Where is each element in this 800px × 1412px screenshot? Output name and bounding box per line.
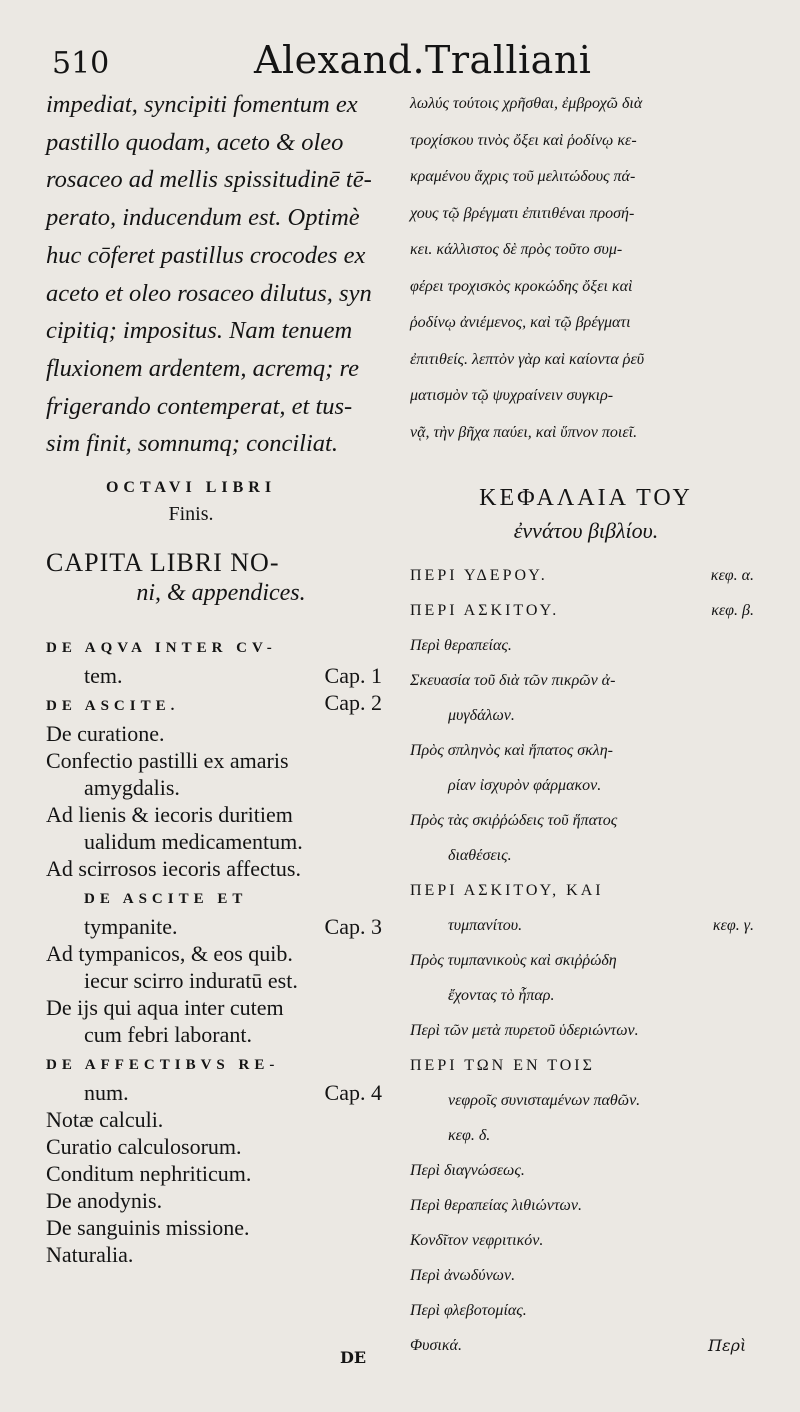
toc-entry-text: Περὶ θεραπείας λιθιώντων. — [410, 1197, 582, 1214]
toc-entry — [46, 662, 382, 689]
toc-entry-text: ΠΕΡΙ ΑΣΚΙΤΟΥ, ΚΑΙ — [410, 882, 604, 899]
text-line: aceto et oleo rosaceo dilutus, syn — [46, 279, 372, 307]
greek-heading-line2: ἐννάτου βιβλίου. — [513, 518, 659, 543]
toc-entry — [410, 733, 754, 768]
contents-heading-line2: ni, & appendices. — [136, 580, 306, 607]
text-line: κει. κάλλιστος δὲ πρὸς τοῦτο συμ- — [410, 241, 623, 258]
toc-entry-text: DE AFFECTIBVS RE- — [46, 1057, 280, 1074]
greek-column — [410, 86, 762, 1363]
text-line: fluxionem ardentem, acremq; re — [46, 354, 359, 382]
toc-entry — [410, 768, 754, 803]
toc-entry — [46, 689, 382, 720]
toc-entry — [46, 828, 382, 855]
toc-entry — [46, 1187, 382, 1214]
running-title: Alexand.Tralliani — [254, 38, 592, 82]
toc-entry — [46, 1241, 382, 1268]
latin-column — [46, 86, 396, 1268]
toc-entry — [46, 1079, 382, 1106]
toc-entry-text: κεφ. δ. — [448, 1127, 491, 1144]
toc-entry — [410, 593, 754, 628]
toc-entry-text: Περὶ τῶν μετὰ πυρετοῦ ὑδεριώντων. — [410, 1022, 639, 1039]
toc-entry-text: ἔχοντας τὸ ἧπαρ. — [448, 987, 555, 1004]
toc-entry — [46, 913, 382, 940]
toc-entry-text: amygdalis. — [84, 775, 180, 801]
text-line: τροχίσκου τινὸς ὄξει καὶ ῥοδίνῳ κε- — [410, 131, 637, 149]
toc-entry-text: Πρὸς σπληνὸς καὶ ἥπατος σκλη- — [410, 742, 613, 759]
toc-entry-text: De curatione. — [46, 721, 165, 747]
toc-entry — [410, 943, 754, 978]
toc-entry — [410, 698, 754, 733]
page-number: 510 — [52, 46, 110, 81]
text-line: νᾷ, τὴν βῆχα παύει, καὶ ὕπνον ποιεῖ. — [410, 423, 638, 441]
page-header — [40, 38, 760, 88]
toc-entry-text: Πρὸς τὰς σκιῤῥώδεις τοῦ ἥπατος — [410, 812, 618, 829]
toc-entry — [46, 1133, 382, 1160]
toc-entry-text: DE ASCITE. — [46, 698, 180, 715]
toc-entry-text: ΠΕΡΙ ΑΣΚΙΤΟΥ. — [410, 602, 560, 619]
text-line: frigerando contemperat, et tus- — [46, 392, 353, 420]
toc-entry-text: Φυσικά. — [410, 1337, 462, 1354]
toc-entry — [410, 803, 754, 838]
contents-heading-line1: CAPITA LIBRI NO- — [46, 548, 280, 578]
toc-entry — [410, 1188, 754, 1223]
text-line: λωλύς τούτοις χρῆσθαι, ἐμβροχῶ διὰ — [410, 95, 643, 112]
toc-entry — [46, 994, 382, 1021]
toc-entry — [46, 720, 382, 747]
toc-entry-text: Ad lienis & iecoris duritiem — [46, 802, 293, 828]
toc-entry — [410, 1293, 754, 1328]
toc-entry-text: Notæ calculi. — [46, 1107, 164, 1133]
toc-entry-text: Confectio pastilli ex amaris — [46, 748, 289, 774]
toc-chapter-ref: Cap. 4 — [324, 1080, 382, 1106]
toc-entry-text: iecur scirro induratū est. — [84, 968, 298, 994]
toc-entry — [410, 1083, 754, 1118]
toc-entry-text: tem. — [84, 663, 123, 689]
toc-entry-text: Ad scirrosos iecoris affectus. — [46, 856, 301, 882]
toc-entry — [46, 747, 382, 774]
toc-entry-text: τυμπανίτου. — [448, 917, 523, 934]
toc-entry-text: De anodynis. — [46, 1188, 163, 1214]
toc-entry-text: ΠΕΡΙ ΤΩΝ ΕΝ ΤΟΙΣ — [410, 1057, 595, 1074]
toc-entry — [46, 1160, 382, 1187]
toc-entry-text: De ijs qui aqua inter cutem — [46, 995, 284, 1021]
toc-entry-text: Περὶ θεραπείας. — [410, 637, 512, 654]
toc-entry-text: Curatio calculosorum. — [46, 1134, 242, 1160]
toc-entry-text: Conditum nephriticum. — [46, 1161, 252, 1187]
toc-entry-text: Naturalia. — [46, 1242, 134, 1268]
toc-entry — [410, 1153, 754, 1188]
text-line: rosaceo ad mellis spissitudinē tē- — [46, 166, 372, 194]
toc-entry-text: ρίαν ἰσχυρὸν φάρμακον. — [448, 777, 602, 794]
toc-entry — [410, 1223, 754, 1258]
toc-entry-text: num. — [84, 1080, 129, 1106]
toc-entry-text: διαθέσεις. — [448, 847, 512, 864]
book-end-line1: OCTAVI LIBRI — [105, 479, 277, 497]
toc-entry-text: ΠΕΡΙ ΥΔΕΡΟΥ. — [410, 567, 548, 584]
toc-entry-text: De sanguinis missione. — [46, 1215, 250, 1241]
toc-entry — [410, 873, 754, 908]
book-end-line2: Finis. — [168, 503, 214, 526]
greek-contents-heading — [410, 485, 762, 544]
toc-entry — [410, 1328, 754, 1363]
toc-entry-text: Σκευασία τοῦ διὰ τῶν πικρῶν ἀ- — [410, 672, 616, 689]
toc-chapter-ref: κεφ. α. — [710, 567, 754, 584]
toc-entry-text: Περὶ ἀνωδύνων. — [410, 1267, 516, 1284]
toc-entry-text: tympanite. — [84, 914, 178, 940]
toc-entry — [410, 558, 754, 593]
toc-entry — [46, 1106, 382, 1133]
text-line: ματισμὸν τῷ ψυχραίνειν συγκιρ- — [410, 387, 614, 404]
toc-entry — [46, 967, 382, 994]
toc-entry-text: cum febri laborant. — [84, 1022, 252, 1048]
latin-contents-list — [46, 631, 382, 1268]
text-line: sim finit, somnumq; conciliat. — [46, 430, 338, 458]
toc-entry — [410, 978, 754, 1013]
greek-text-block — [410, 86, 762, 451]
greek-contents-list — [410, 558, 754, 1363]
book-end-note — [46, 479, 336, 526]
greek-heading-line1: ΚΕΦΑΛΑΙΑ ΤΟΥ — [479, 485, 693, 511]
text-line: pastillo quodam, aceto & oleo — [46, 128, 344, 156]
catchword-left: DE — [340, 1348, 367, 1367]
catchword-right: Περὶ — [708, 1336, 747, 1355]
text-line: φέρει τροχισκὸς κροκώδης ὄξει καὶ — [410, 277, 633, 295]
toc-entry — [410, 908, 754, 943]
text-line: ῥοδίνῳ ἀνιέμενος, καὶ τῷ βρέγματι — [410, 314, 631, 331]
toc-chapter-ref: Cap. 1 — [324, 663, 382, 689]
toc-entry — [410, 1258, 754, 1293]
toc-entry — [410, 663, 754, 698]
toc-entry — [46, 774, 382, 801]
toc-chapter-ref: κεφ. γ. — [712, 917, 754, 934]
toc-entry — [46, 882, 382, 913]
toc-entry-text: DE ASCITE ET — [84, 891, 248, 908]
text-line: ἐπιτιθείς. λεπτὸν γὰρ καὶ καίοντα ῥεῦ — [410, 350, 645, 368]
toc-entry-text: Περὶ φλεβοτομίας. — [410, 1302, 527, 1319]
toc-entry — [410, 628, 754, 663]
toc-entry — [46, 631, 382, 662]
toc-entry-text: ualidum medicamentum. — [84, 829, 303, 855]
latin-text-block — [46, 86, 396, 463]
toc-entry — [410, 1013, 754, 1048]
toc-entry — [46, 1214, 382, 1241]
toc-chapter-ref: Cap. 3 — [324, 914, 382, 940]
text-line: χους τῷ βρέγματι ἐπιτιθέναι προσή- — [410, 204, 635, 222]
text-line: cipitiq; impositus. Nam tenuem — [46, 317, 353, 345]
toc-entry — [410, 838, 754, 873]
text-line: huc cōferet pastillus crocodes ex — [46, 241, 366, 269]
toc-entry — [46, 1048, 382, 1079]
toc-entry — [46, 940, 382, 967]
toc-entry-text: Ad tympanicos, & eos quib. — [46, 941, 293, 967]
toc-entry — [46, 855, 382, 882]
toc-chapter-ref: Cap. 2 — [324, 690, 382, 716]
toc-entry — [410, 1118, 754, 1153]
toc-entry — [410, 1048, 754, 1083]
toc-entry-text: Πρὸς τυμπανικοὺς καὶ σκιῤῥώδη — [410, 952, 617, 969]
toc-entry — [46, 1021, 382, 1048]
text-line: κραμένου ἄχρις τοῦ μελιτώδους πά- — [410, 168, 636, 185]
text-line: impediat, syncipiti fomentum ex — [46, 91, 358, 118]
text-line: perato, inducendum est. Optimè — [46, 204, 360, 232]
toc-entry-text: νεφροῖς συνισταμένων παθῶν. — [448, 1092, 641, 1109]
toc-entry-text: μυγδάλων. — [448, 707, 515, 724]
toc-entry-text: DE AQVA INTER CV- — [46, 640, 277, 657]
toc-entry-text: Κονδῖτον νεφριτικόν. — [410, 1232, 544, 1249]
toc-entry — [46, 801, 382, 828]
contents-heading — [46, 548, 396, 607]
toc-entry-text: Περὶ διαγνώσεως. — [410, 1162, 525, 1179]
toc-chapter-ref: κεφ. β. — [711, 602, 754, 619]
